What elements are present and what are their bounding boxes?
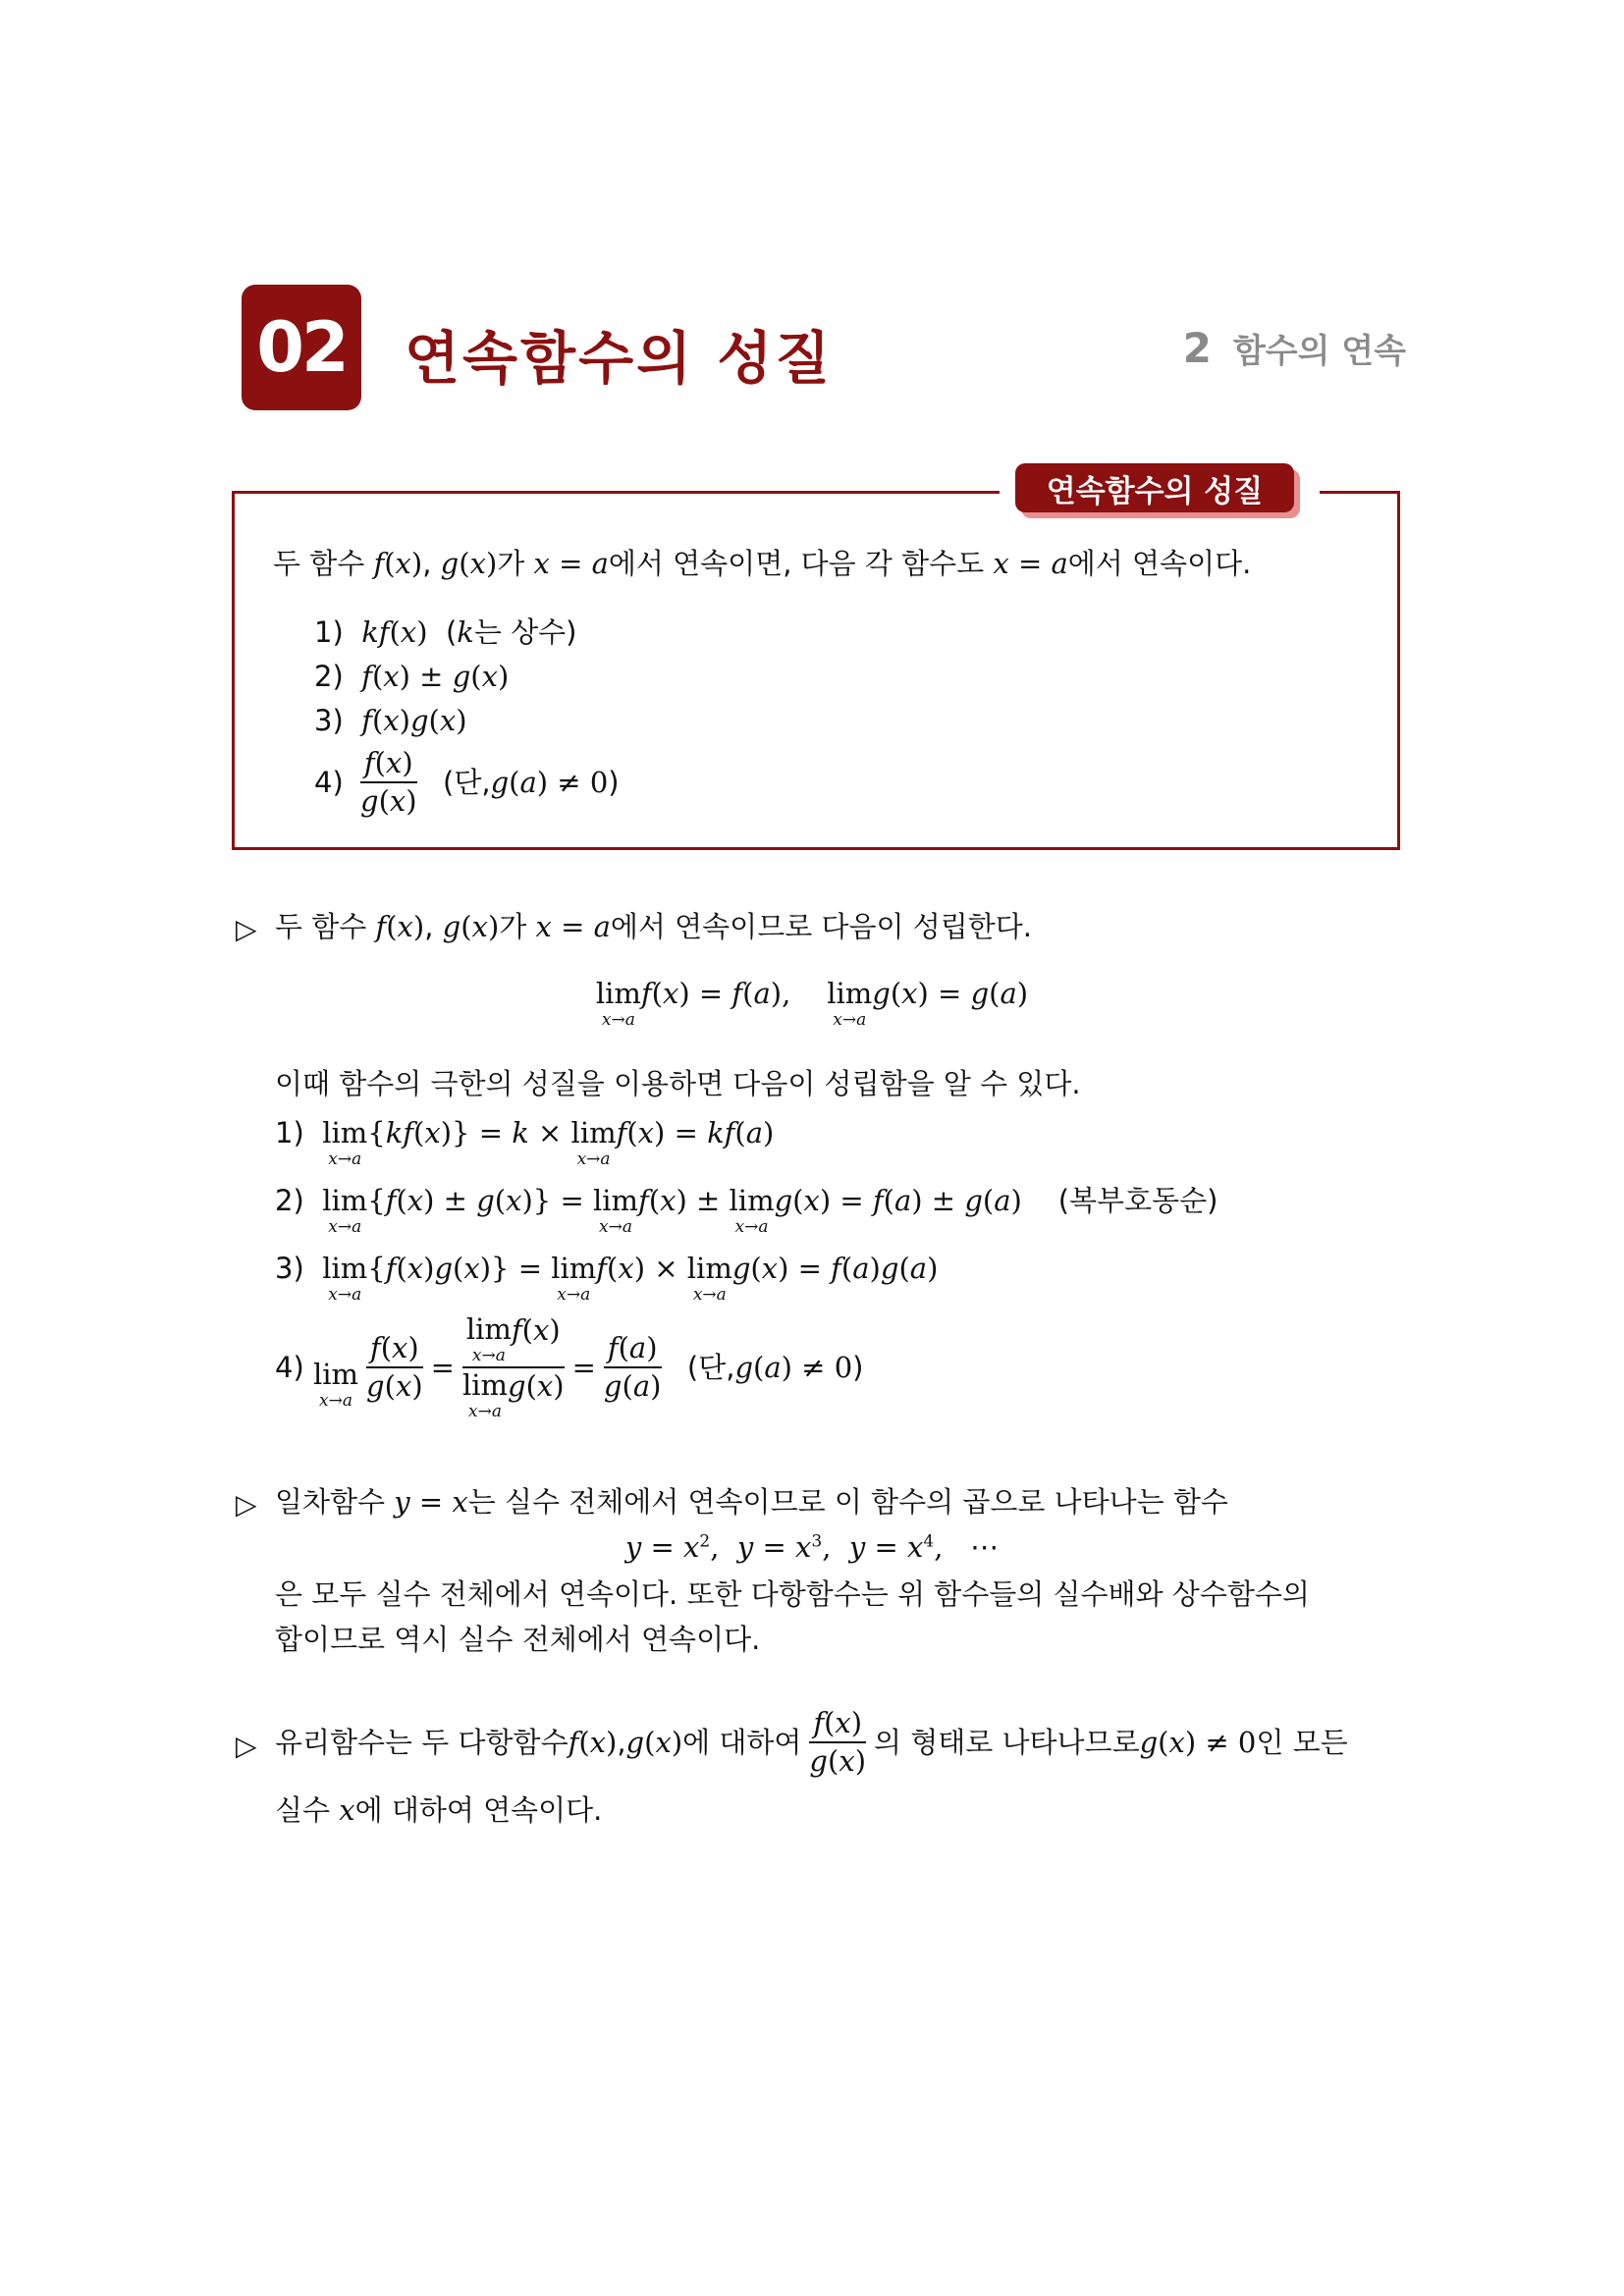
text: 유리함수는 두 다항함수	[275, 1725, 568, 1759]
s3-line-1: 유리함수는 두 다항함수 f ( x ) , g ( x ) 에 대하여 $\frac{f(x)}{g(x)}$ 의 형태로 나타나므로 g ( x ) ≠ 0 인 모든	[275, 1706, 1348, 1778]
chapter-label	[1183, 324, 1406, 372]
text: 에 대하여 연속이다.	[354, 1793, 603, 1827]
s1-item-4: 4) lim x→a $\frac{f(x)}{g(x)}$ = lim x→a f ( x ) lim x→a g ( x ) = $\frac{f(a)}{g(a)}$ (단, g ( a ) ≠ 0 )	[275, 1312, 864, 1421]
bullet-arrow-icon: ▷	[236, 913, 257, 945]
text: 에서 연속이다.	[1067, 547, 1252, 580]
page-title: 연속함수의 성질	[405, 325, 834, 392]
s3-line-2: 실수 x에 대하여 연속이다.	[275, 1793, 603, 1827]
text: ,	[424, 910, 443, 943]
s2-line-4: 합이므로 역시 실수 전체에서 연속이다.	[275, 1623, 761, 1656]
item-number: 1)	[275, 1116, 304, 1149]
s2-line-1: 일차함수 y = x는 실수 전체에서 연속이므로 이 함수의 곱으로 나타나는 함수	[275, 1485, 1228, 1519]
s1-item-1: 1) lim x→a {kf(x)} = k × lim x→a f(x) = kf(a)	[275, 1116, 775, 1169]
text: 가	[497, 547, 534, 580]
text: )	[852, 1351, 864, 1384]
box-item-4: 4) $\frac{f(x)}{g(x)}$ (단, g ( a ) ≠ 0 )	[314, 746, 620, 818]
item-number: 3)	[275, 1252, 304, 1285]
s1-line-2: 이때 함수의 극한의 성질을 이용하면 다음이 성립함을 알 수 있다.	[275, 1067, 1081, 1100]
text: 는 실수 전체에서 연속이므로 이 함수의 곱으로 나타나는 함수	[467, 1485, 1228, 1519]
s1-item-2: 2) lim x→a {f(x) ± g(x)} = lim x→a f(x) ± lim x→a g(x) = f(a) ± g(a) (복부호동순)	[275, 1184, 1218, 1237]
text: (단,	[686, 1351, 735, 1384]
chapter-title: 함수의 연속	[1232, 332, 1406, 371]
text: 두 함수	[273, 547, 374, 580]
bullet-arrow-icon: ▷	[236, 1488, 257, 1521]
s2-line-3: 은 모두 실수 전체에서 연속이다. 또한 다항함수는 위 함수들의 실수배와 상수함수의	[275, 1577, 1310, 1611]
box-item-3: 3) f(x)g(x)	[314, 704, 467, 737]
text: 실수	[275, 1793, 340, 1827]
text: (	[445, 615, 458, 649]
text: 의 형태로 나타나므로	[874, 1725, 1140, 1759]
s2-powers: $y = x^2$, $y = x^3$, $y = x^4$, ⋯	[624, 1530, 1000, 1564]
s1-limits-display: lim x→a f(x) = f(a), lim x→a g(x) = g(a)	[595, 977, 1029, 1030]
s1-line-1: 두 함수 f(x), g(x)가 x = a에서 연속이므로 다음이 성립한다.	[275, 910, 1032, 943]
chapter-number: 2	[1182, 324, 1212, 372]
text: ,	[422, 547, 441, 580]
box-item-2: 2) f(x) ± g(x)	[314, 660, 510, 693]
item-number: 2)	[275, 1184, 304, 1217]
item-number: 4)	[314, 765, 344, 799]
box-intro: 두 함수 f(x), g(x)가 x = a에서 연속이면, 다음 각 함수도 x = a에서 연속이다.	[273, 547, 1252, 580]
text: 에서 연속이면, 다음 각 함수도	[608, 547, 994, 580]
text: 인 모든	[1256, 1725, 1348, 1759]
text: 일차함수	[275, 1485, 395, 1519]
text: 는 상수)	[473, 615, 577, 649]
text: )	[608, 765, 620, 799]
box-item-1: 1) kf(x) (k는 상수)	[314, 615, 577, 649]
text: 두 함수	[275, 910, 376, 943]
text: 에 대하여	[682, 1725, 802, 1759]
text: 가	[499, 910, 536, 943]
bullet-arrow-icon: ▷	[236, 1730, 257, 1762]
item-number: 2)	[314, 660, 344, 693]
section-number-badge: 02	[242, 285, 361, 410]
s1-item-3: 3) lim x→a {f(x)g(x)} = lim x→a f(x) × lim x→a g(x) = f(a)g(a)	[275, 1252, 939, 1305]
text: 에서 연속이므로 다음이 성립한다.	[610, 910, 1032, 943]
text: (단,	[443, 765, 491, 799]
text: (복부호동순)	[1057, 1184, 1218, 1217]
theorem-box-tab: 연속함수의 성질	[1015, 463, 1294, 512]
fraction: $\frac{f(x)}{g(x)}$	[359, 746, 417, 818]
text: ,	[617, 1725, 626, 1759]
item-number: 4)	[275, 1351, 304, 1384]
item-number: 1)	[314, 615, 344, 649]
item-number: 3)	[314, 704, 344, 737]
